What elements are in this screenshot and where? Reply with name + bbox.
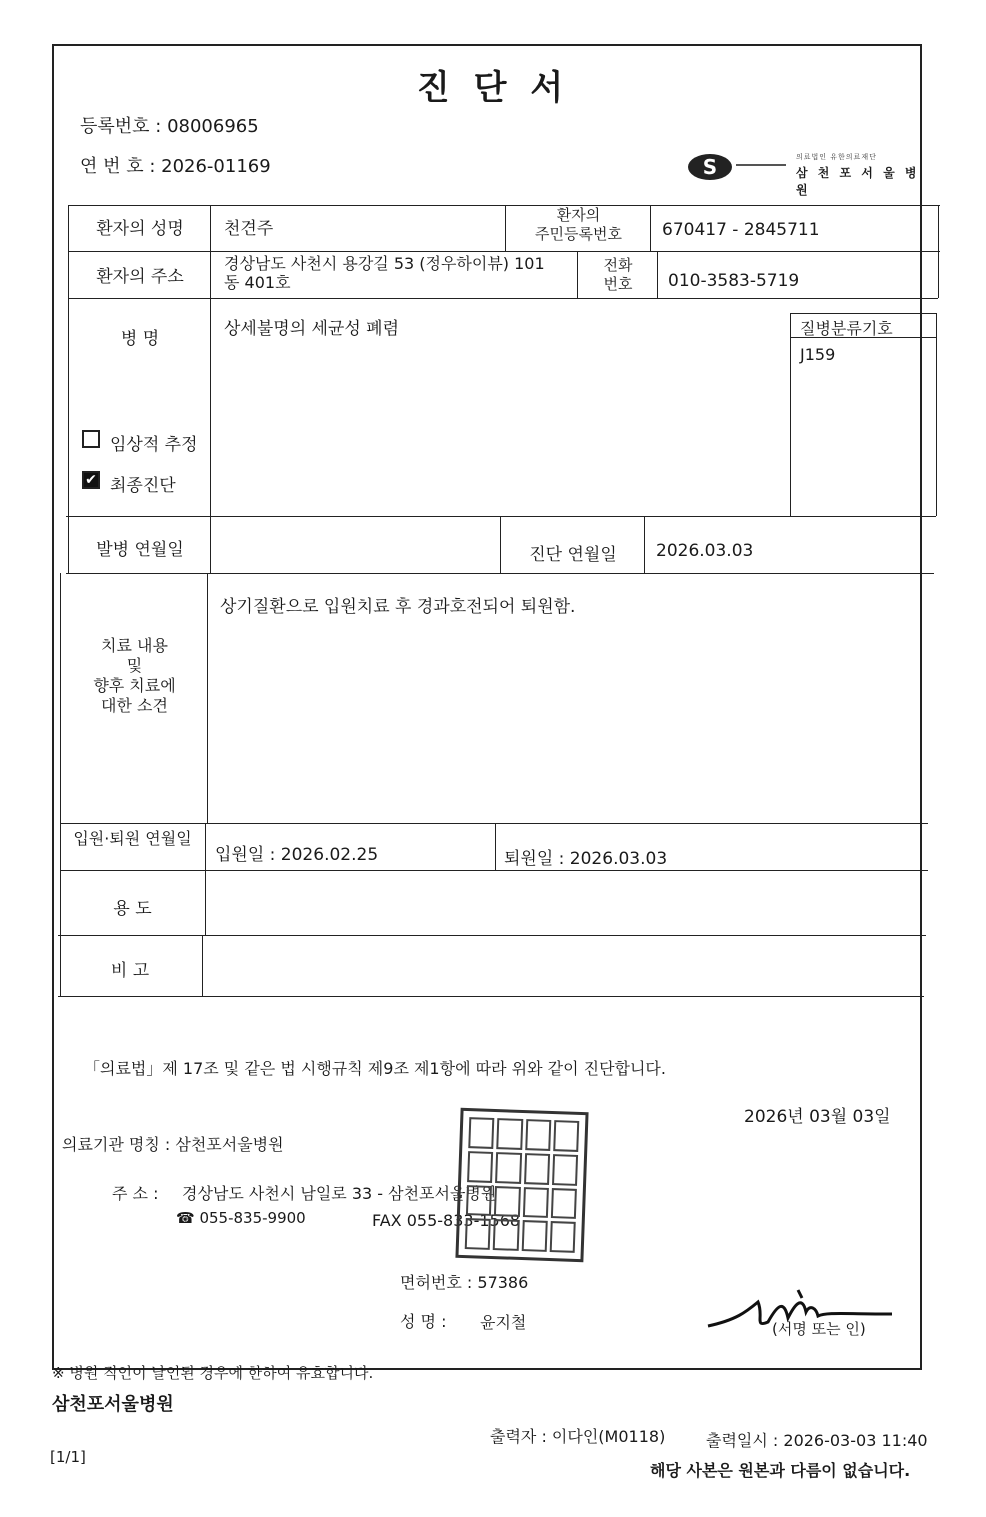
grid-line [60,573,61,996]
grid-line [68,205,940,206]
clinical-estimate-label: 임상적 추정 [110,435,198,455]
grid-line [60,870,928,871]
grid-line [938,205,939,298]
grid-line [210,205,211,573]
serial-number-row: 연 번 호 : 2026-01169 [80,156,271,177]
issue-date: 2026년 03월 03일 [744,1107,891,1127]
treatment-content: 상기질환으로 입원치료 후 경과호전되어 퇴원함. [220,597,576,617]
grid-line [205,823,206,935]
grid-line [58,996,924,997]
legal-statement: 「의료법」제 17조 및 같은 법 시행규칙 제9조 제1항에 따라 위와 같이 진단합니다. [84,1059,666,1078]
printer-name: 출력자 : 이다인(M0118) [490,1427,666,1446]
final-diagnosis-label: 최종진단 [110,476,176,496]
hospital-logo-subtext: 의료법인 유한의료재단 [796,153,877,161]
grid-line [790,313,936,314]
grid-line [657,251,658,298]
purpose-label: 용 도 [113,899,152,919]
signature-note: (서명 또는 인) [772,1320,866,1338]
page-number: [1/1] [50,1448,86,1466]
patient-address: 경상남도 사천시 용강길 53 (정우하이뷰) 101 동 401호 [224,254,545,292]
serial-label: 연 번 호 [80,156,144,177]
hospital-seal [455,1108,588,1262]
disease-code: J159 [800,345,836,364]
disease-name: 상세불명의 세균성 폐렴 [224,319,400,339]
institution-address: 경상남도 사천시 남일로 33 - 삼천포서울병원 [182,1184,497,1203]
patient-name-label: 환자의 성명 [96,219,184,239]
patient-id-label: 환자의 주민등록번호 [535,206,622,243]
grid-line [60,823,928,824]
doctor-name-label: 성 명 : [400,1312,447,1331]
institution-name: 의료기관 명칭 : 삼천포서울병원 [62,1135,284,1154]
grid-line [577,251,578,298]
license-number: 면허번호 : 57386 [400,1273,529,1292]
disease-label: 병 명 [120,329,160,349]
registration-label: 등록번호 [80,116,150,137]
treatment-label: 치료 내용 및 향후 치료에 대한 소견 [93,636,176,715]
grid-line [644,516,645,573]
grid-line [202,935,203,996]
clinical-estimate-checkbox[interactable] [82,430,100,448]
grid-line [68,251,940,252]
doctor-name: 윤지철 [480,1313,527,1332]
grid-line [500,516,501,573]
document-title: 진 단 서 [416,68,570,108]
final-diagnosis-checkbox[interactable] [82,471,100,489]
grid-line [650,205,651,251]
check-icon: ✔ [85,472,97,488]
phone-label: 전화 번호 [603,256,633,293]
patient-id-number: 670417 - 2845711 [662,220,820,240]
grid-line [66,516,936,517]
grid-line [207,573,208,823]
patient-phone: 010-3583-5719 [668,271,800,291]
grid-line [68,298,938,299]
registration-number: 08006965 [167,116,259,137]
grid-line [66,573,934,574]
institution-phone: ☎ 055-835-9900 [176,1209,306,1227]
grid-line [495,823,496,870]
admission-label: 입원·퇴원 연월일 [73,829,192,848]
footer-hospital-name: 삼천포서울병원 [52,1394,174,1415]
admission-date: 입원일 : 2026.02.25 [215,845,379,865]
hospital-logo-text: 삼 천 포 서 울 병 원 [796,166,920,197]
patient-name: 천견주 [224,219,274,239]
print-time: 출력일시 : 2026-03-03 11:40 [706,1431,928,1450]
validity-note: ※ 병원 직인이 날인된 경우에 한하여 유효합니다. [52,1364,374,1382]
disease-code-label: 질병분류기호 [800,319,893,338]
grid-line [58,935,926,936]
registration-number-row: 등록번호 : 08006965 [80,116,259,137]
remarks-label: 비 고 [110,961,150,981]
patient-address-label: 환자의 주소 [96,267,184,287]
grid-line [790,313,791,516]
discharge-date: 퇴원일 : 2026.03.03 [504,849,668,869]
hospital-logo-icon: S [688,154,732,180]
grid-line [68,205,69,573]
grid-line [505,205,506,251]
institution-fax: FAX 055-833-1568 [372,1211,521,1230]
onset-date-label: 발병 연월일 [96,540,184,560]
grid-line [936,313,937,516]
diagnosis-date-label: 진단 연월일 [529,545,617,565]
institution-address-label: 주 소 : [112,1184,159,1203]
copy-note: 해당 사본은 원본과 다름이 없습니다. [650,1461,911,1480]
serial-number: 2026-01169 [161,156,271,177]
diagnosis-date: 2026.03.03 [656,541,754,561]
